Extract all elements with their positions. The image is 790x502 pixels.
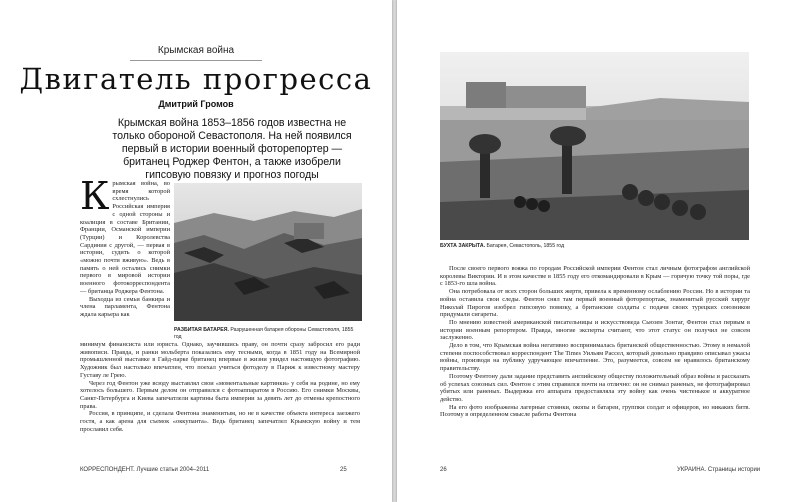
- left-caption-label: РАЗБИТАЯ БАТАРЕЯ.: [174, 327, 229, 333]
- article-headline: Двигатель прогресса: [19, 62, 373, 96]
- footer-section: УКРАИНА.: [677, 467, 707, 473]
- body-column-right: [440, 265, 750, 419]
- left-figure-caption: [174, 327, 362, 340]
- section-kicker: Крымская война: [157, 45, 235, 56]
- paragraph-11: На его фото изображены лагерные стоянки, окопы и батареи, группки солдат и офицеров, но никаких битв. Поэтому в определенном смысле работы Фентона: [440, 403, 750, 419]
- left-caption-text: Разрушенная батарея обороны Севастополя, 1855 год: [174, 327, 354, 340]
- left-footer: [80, 467, 209, 473]
- article-lead: Крымская война 1853–1856 годов известна не только обороной Севастополя. На ней появился первый в истории военный фоторепортер — британец Роджер Фентон, а также изобрели гипсовую повязку и прогноз погоды: [112, 117, 352, 181]
- paragraph-6: После своего первого вояжа по городам Российской империи Фентон стал личным фотографом английской королевы Виктории. И в этом качестве в 1855 году его откомандировали в Крым — горячую точку той поры, где с 1853-го шла война.: [440, 265, 750, 288]
- paragraph-2: Выходца из семьи банкира и члена парламента, Фентона ждала карьера как: [80, 295, 170, 318]
- paragraph-9: Дело в том, что Крымская война негативно воспринималась британской общественностью. Этому в немалой степени поспособствовал корреспондент The Times Уильям Рассел, который довольно правдиво описывал ужасы войны, производя на публику удручающее впечатление. Это, разумеется, совсем не нравилось британскому правительству.: [440, 342, 750, 373]
- footer-subsection: Страницы истории: [707, 467, 761, 473]
- paragraph-5: Россия, в принципе, и сделала Фентона знаменитым, но не в качестве объекта интереса заезжего гостя, а как арена для съемок «оккупанта». Ведь британец запечатлел Крымскую войну и тем прославил себя.: [80, 410, 360, 433]
- paragraph-4: Через год Фентон уже всюду выставлял свои «моментальные картинки» у себя на родине, но ему хотелось большего. Первым делом он отправился с фотоаппаратом в Россию. Его снимки Москвы, Санкт-Петербурга и Киева запечатлели картины быта империи за девять лет до отмены крепостного права.: [80, 379, 360, 410]
- battery-photo: [174, 183, 362, 321]
- right-page: [397, 0, 790, 502]
- page-number-left: 25: [340, 467, 347, 473]
- footer-brand: КОРРЕСПОНДЕНТ.: [80, 467, 135, 473]
- drop-cap: К: [80, 174, 110, 218]
- page-number-right: 26: [440, 467, 447, 473]
- paragraph-8: По мнению известной американской писательницы и искусствоведа Сьюзен Зонтаг, Фентон стал первым в истории военным репортером. Правда, многие эксперты считают, что этот статус он получил не совсем заслуженно.: [440, 318, 750, 342]
- paragraph-7: Она потребовала от всех сторон больших жертв, привела к временному ослаблению России. Но в истории та война оставила свои следы. Фентон снял там первый военный фоторепортаж, знаменитый русский хирург Николай Пирогов изобрел гипсовую повязку, а британские солдаты с подачи своих турецких союзников придумали сигареты.: [440, 288, 750, 319]
- right-figure-caption: [440, 243, 749, 250]
- right-footer: [677, 467, 760, 473]
- kicker-divider: [130, 60, 262, 61]
- paragraph-3: минимум финансиста или юриста. Однако, заучившись праву, он почти сразу забросил его ради живописи. Правда, и ранки мольберта показались ему тесными, когда в 1851 году на Всемирной промышленной выставке в Гайд-парке британец впервые в жизни увидел настоящую фотографию. Художник был настолько впечатлен, что поехал учиться фотоделу в Париж к известному мастеру Густаву ле Грею.: [80, 341, 360, 379]
- paragraph-1: рымская война, во время которой схлестнулись Российская империя с одной стороны и коалиция в составе Британии, Франции, Османской империи (Турции) и Королевства Сардиния с другой, — первая в истории, судить о которой «можно почти вживую». Ведь в память о ней остались снимки первого в мировой истории военного фотокорреспондента — британца Роджера Фентона.: [80, 180, 170, 295]
- left-page: [0, 0, 392, 502]
- fort-cannon-photo: [440, 52, 749, 240]
- body-column-narrow: [80, 174, 170, 319]
- right-caption-text: Батарея, Севастополь, 1855 год: [486, 243, 565, 249]
- article-author: Дмитрий Громов: [158, 99, 234, 109]
- footer-series: Лучшие статьи 2004–2011: [136, 467, 210, 473]
- right-caption-label: БУХТА ЗАКРЫТА.: [440, 243, 486, 249]
- paragraph-10: Поэтому Фентону дали задание представить английскому обществу положительный образ войны и рассказать об успехах союзных сил. Фентон с этим справился почти на отлично: он не снимал раненых, не фотографировал убитых или раненых. Выдержка его аппарата предоставляла эту войну как очень чистенькое и аккуратное действо.: [440, 372, 750, 403]
- body-column-wide: [80, 341, 360, 433]
